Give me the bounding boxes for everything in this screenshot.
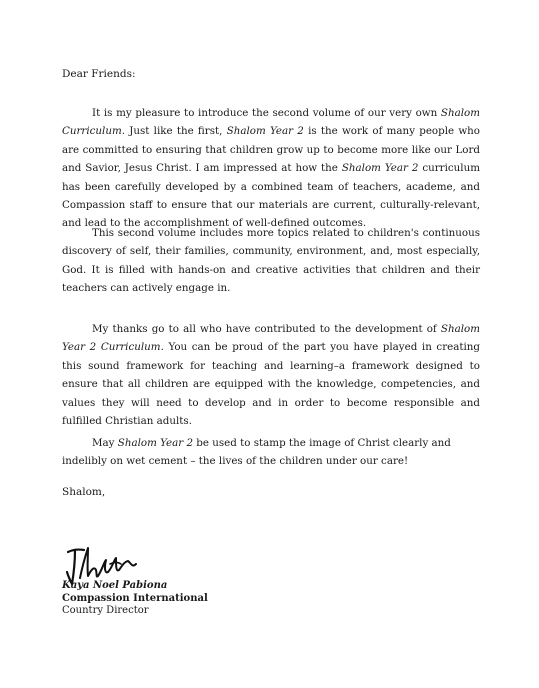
text-run: My thanks go to all who have contributed to the development of	[92, 323, 441, 335]
text-run: May	[92, 437, 118, 449]
text-run: is the work of many people who are committed to ensuring that children grow up to become more like our Lord and Savior, Jesus Christ. I am impressed at how the	[62, 125, 480, 175]
text-run: . You can be proud of the part you have played in creating this sound framework for teaching and learning–a framework designed to ensure that all children are equipped with the knowledge, competencies, and values they will need to develop and in order to become responsible and fulfilled Christian adults.	[62, 341, 481, 428]
paragraph-volume-topics	[62, 224, 480, 298]
text-run: . Just like the first,	[121, 125, 227, 138]
signer-title: Country Director	[62, 605, 149, 616]
signer-organization: Compassion International	[62, 592, 208, 604]
curriculum-title: Shalom Year 2	[341, 162, 419, 175]
signer-name: Kaya Noel Pabiona	[62, 580, 168, 591]
text-run: It is my pleasure to introduce the second volume of our very own	[92, 107, 441, 119]
paragraph-thanks	[62, 320, 480, 430]
text-run: be used to stamp the image of Christ clearly and indelibly on wet cement – the lives of the children under our care!	[62, 437, 451, 468]
text-run: curriculum has been carefully developed by a combined team of teachers, academe, and Compassion staff to ensure that our materials are current, culturally-relevant, and lead to the accomplishment of well-defined outcomes.	[62, 162, 480, 230]
curriculum-title: Shalom Year 2	[226, 125, 304, 138]
paragraph-blessing	[62, 434, 480, 471]
curriculum-title: Shalom Year 2 Curriculum	[62, 323, 480, 354]
text-run: This second volume includes more topics related to children's continuous discovery of self, their families, community, environment, and, most especially, God. It is filled with hands-on and creative activities that children and their teachers can actively engage in.	[62, 227, 480, 295]
signature-block	[62, 580, 208, 618]
curriculum-title: Shalom Curriculum	[62, 107, 480, 138]
closing: Shalom,	[62, 486, 106, 498]
paragraph-introduction	[62, 104, 480, 233]
salutation: Dear Friends:	[62, 68, 136, 80]
curriculum-title: Shalom Year 2	[117, 437, 194, 449]
